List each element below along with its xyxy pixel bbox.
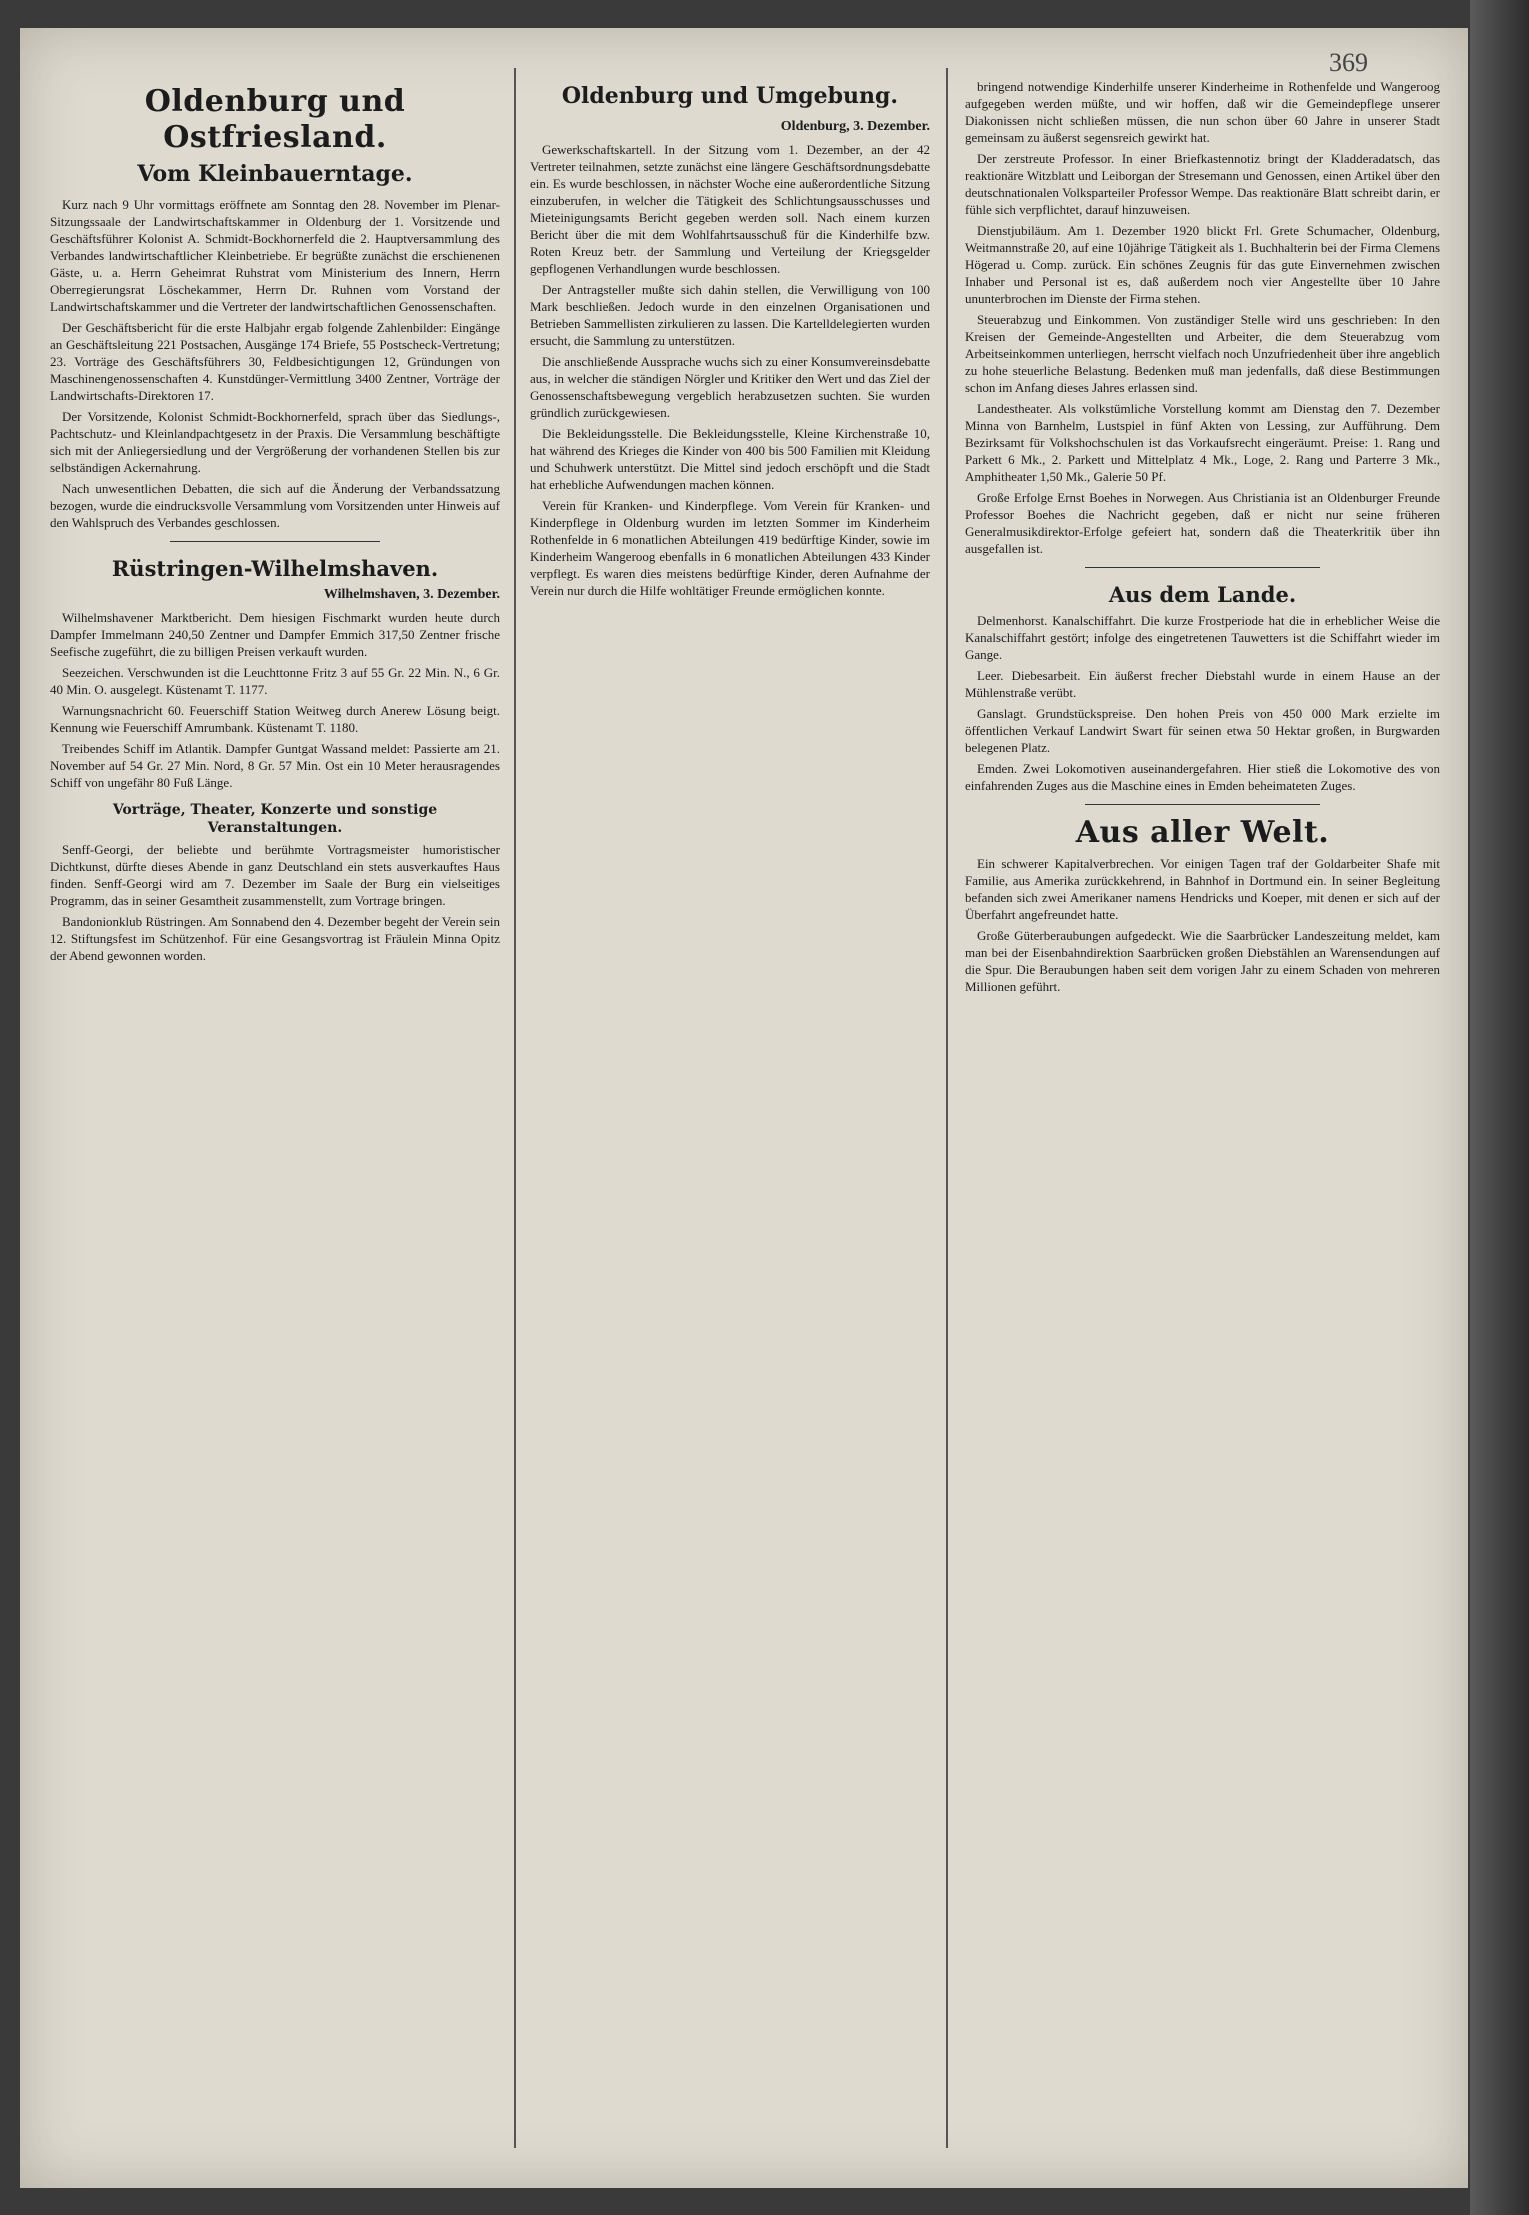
column-middle: [530, 78, 930, 2148]
paragraph: Große Güterberaubungen aufgedeckt. Wie die Saarbrücker Landeszeitung meldet, kam man bei der Eisenbahndirektion Saarbrücken großen Diebstählen an Warensendungen auf die Spur. Die Beraubungen haben seit dem vorigen Jahr zu einem Schaden von mehreren Millionen geführt.: [965, 928, 1440, 994]
dateline: Oldenburg, 3. Dezember.: [780, 119, 930, 134]
paragraph: Der zerstreute Professor. In einer Briefkastennotiz bringt der Kladderadatsch, das reaktionäre Witzblatt und Leiborgan der Stresemann und Genossen, einen Artikel über den deutschnationalen Volksparteiler Professor Wempe. Das reaktionäre Blatt schreibt darin, er fühle sich verpflichtet, darauf hinzuweisen.: [965, 151, 1440, 217]
paragraph: Landestheater. Als volkstümliche Vorstellung kommt am Dienstag den 7. Dezember Minna von Barnhelm, Lustspiel in fünf Akten von Lessing, zur Aufführung. Dem Bezirksamt für Volkshochschulen ist das Vorkaufsrecht eingeräumt. Preise: 1. Rang und Parkett 6 Mk., 2. Parkett und Mittelplatz 4 Mk., Loge, 2. Rang und Parterre 3 Mk., Amphitheater 1,50 Mk., Galerie 50 Pf.: [965, 401, 1440, 484]
paragraph: Ganslagt. Grundstückspreise. Den hohen Preis von 450 000 Mark erzielte im öffentlichen Verkauf Landwirt Swart für seinen etwa 50 Hektar großen, in Burgwarden belegenen Platz.: [965, 706, 1440, 755]
section-title: Oldenburg und Ostfriesland.: [144, 84, 406, 155]
paragraph: Der Antragsteller mußte sich dahin stellen, die Verwilligung von 100 Mark beschließen. Jedoch wurde in den einzelnen Organisationen und Betrieben Sammellisten zirkulieren zu lassen. Die Kartelldelegierten wurden ersucht, die Sammlung zu unterstützen.: [530, 282, 930, 348]
paragraph: Treibendes Schiff im Atlantik. Dampfer Guntgat Wassand meldet: Passierte am 21. November auf 54 Gr. 27 Min. Nord, 8 Gr. 57 Min. Ost ein 10 Meter herausragendes Schiff von ungefähr 80 Fuß Länge.: [50, 741, 500, 790]
section-title: Vorträge, Theater, Konzerte und sonstige Veranstaltungen.: [112, 802, 438, 836]
paragraph: Delmenhorst. Kanalschiffahrt. Die kurze Frostperiode hat die in erheblicher Weise die Kanalschiffahrt gestört; infolge des eingetretenen Tauwetters ist die Schiffahrt wieder im Gange.: [965, 613, 1440, 662]
paragraph: Seezeichen. Verschwunden ist die Leuchttonne Fritz 3 auf 55 Gr. 22 Min. N., 6 Gr. 40 Min. O. ausgelegt. Küstenamt T. 1177.: [50, 665, 500, 697]
page-number: 369: [1329, 48, 1368, 77]
paragraph: Der Geschäftsbericht für die erste Halbjahr ergab folgende Zahlenbilder: Eingänge an Geschäftsleitung 221 Postsachen, Ausgänge 174 Briefe, 55 Postscheck-Vertretung; 23. Vorträge des Geschäftsführers 30, Feldbesichtigungen 12, Gründungen von Maschinengenossenschaften 4. Kunstdünger-Vermittlung 3400 Zentner, Vorträge der Landwirtschafts-Direktoren 17.: [50, 320, 500, 403]
section-title: Oldenburg und Umgebung.: [561, 83, 899, 109]
book-binding-edge: [1470, 0, 1529, 2215]
paragraph: Emden. Zwei Lokomotiven auseinandergefahren. Hier stieß die Lokomotive des von einfahrenden Zuges aus die Maschine eines in Emden beheimateten Zuges.: [965, 761, 1440, 793]
column-rule: [514, 68, 516, 2148]
paragraph: Warnungsnachricht 60. Feuerschiff Station Weitweg durch Anerew Lösung beigt. Kennung wie Feuerschiff Amrumbank. Küstenamt T. 1180.: [50, 703, 500, 735]
paragraph: Verein für Kranken- und Kinderpflege. Vom Verein für Kranken- und Kinderpflege in Oldenburg wurden im letzten Sommer im Kinderheim Rothenfelde in 6 monatlichen Abteilungen 419 bedürftige Kinder, sowie im Kinderheim Wangeroog ebenfalls in 6 monatlichen Abteilungen 433 Kinder verpflegt. Es waren dies meistens bedürftige Kinder, deren Aufnahme der Verein nur durch die Hilfe wohltätiger Freunde ermöglichen konnte.: [530, 498, 930, 598]
newspaper-page: [20, 28, 1468, 2188]
paragraph: Leer. Diebesarbeit. Ein äußerst frecher Diebstahl wurde in einem Hause an der Mühlenstraße verübt.: [965, 668, 1440, 700]
paragraph: Bandonionklub Rüstringen. Am Sonnabend den 4. Dezember begeht der Verein sein 12. Stiftungsfest im Schützenhof. Für eine Gesangsvortrag ist Fräulein Minna Opitz der Abend gewonnen worden.: [50, 914, 500, 963]
paragraph: Kurz nach 9 Uhr vormittags eröffnete am Sonntag den 28. November im Plenar-Sitzungssaale der Landwirtschaftskammer in Oldenburg der 1. Vorsitzende und Geschäftsführer Kolonist A. Schmidt-Bockhornerfeld die 2. Hauptversammlung des Verbandes landwirtschaftlicher Kleinbetriebe. Er begrüßte zunächst die erschienenen Gäste, u. a. Herrn Geheimrat Ruhstrat vom Ministerium des Innern, Herrn Oberregierungsrat Löschekammer, Herrn Dr. Ruhnen vom Vorstand der Landwirtschaftskammer und die Vertreter der landwirtschaftlichen Genossenschaften.: [50, 197, 500, 314]
paragraph: Die Bekleidungsstelle. Die Bekleidungsstelle, Kleine Kirchenstraße 10, hat während des Krieges die Kinder von 400 bis 500 Familien mit Kleidung und Schuhwerk unterstützt. Die Mittel sind jedoch erschöpft und die Stadt hat erhebliche Aufwendungen machen können.: [530, 426, 930, 492]
divider: [170, 541, 380, 542]
article-title: Vom Kleinbauerntage.: [137, 161, 413, 187]
column-right: [965, 78, 1440, 2148]
column-rule: [946, 68, 948, 2148]
paragraph: Wilhelmshavener Marktbericht. Dem hiesigen Fischmarkt wurden heute durch Dampfer Immelmann 240,50 Zentner und Dampfer Emmich 317,50 Zentner frische Seefische zugeführt, die zu billigen Preisen verkauft wurden.: [50, 610, 500, 659]
column-left: [50, 78, 500, 2148]
paragraph: Ein schwerer Kapitalverbrechen. Vor einigen Tagen traf der Goldarbeiter Shafe mit Familie, aus Amerika zurückkehrend, in Bahnhof in Dortmund ein. In seiner Begleitung befanden sich zwei Amerikaner namens Hendricks und Koeper, mit denen er sich auf der Überfahrt angefreundet hatte.: [965, 856, 1440, 922]
dateline: Wilhelmshaven, 3. Dezember.: [323, 587, 500, 602]
paragraph: Senff-Georgi, der beliebte und berühmte Vortragsmeister humoristischer Dichtkunst, dürfte dieses Abende in ganz Deutschland ein stets ausverkauftes Haus finden. Senff-Georgi wird am 7. Dezember im Saale der Burg ein vielseitiges Programm, das in seiner Gesamtheit zusammenstellt, zum Vortrage bringen.: [50, 842, 500, 908]
section-title: Aus dem Lande.: [1108, 582, 1297, 607]
divider: [1085, 804, 1320, 805]
paragraph: Große Erfolge Ernst Boehes in Norwegen. Aus Christiania ist an Oldenburger Freunde Professor Boehes die Nachricht gegeben, daß er nicht nur seine früheren Generalmusikdirektor-Erfolge gefeiert hat, sondern daß die Theaterkritik über ihn ausgefallen ist.: [965, 490, 1440, 556]
paragraph: Steuerabzug und Einkommen. Von zuständiger Stelle wird uns geschrieben: In den Kreisen der Gemeinde-Angestellten und Arbeiter, die dem Steuerabzug vom Arbeitseinkommen unterliegen, herrscht vielfach noch Unzufriedenheit über ihre angeblich zu hohe steuerliche Belastung. Bedenken muß man jedenfalls, daß diese Bestimmungen schon im Anfang dieses Jahres erlassen sind.: [965, 312, 1440, 395]
paragraph: Nach unwesentlichen Debatten, die sich auf die Änderung der Verbandssatzung bezogen, wurde die eindrucksvolle Versammlung vom Vorsitzenden unter Hinweis auf den Wahlspruch des Verbandes geschlossen.: [50, 481, 500, 530]
paragraph: Der Vorsitzende, Kolonist Schmidt-Bockhornerfeld, sprach über das Siedlungs-, Pachtschutz- und Kleinlandpachtgesetz in der Praxis. Die Versammlung beschäftigte sich mit der Anliegersiedlung und der Vergrößerung der vorhandenen Stellen bis zur selbständigen Ackernahrung.: [50, 409, 500, 475]
paragraph: Dienstjubiläum. Am 1. Dezember 1920 blickt Frl. Grete Schumacher, Oldenburg, Weitmannstraße 20, auf eine 10jährige Tätigkeit als 1. Buchhalterin bei der Firma Clemens Högerad u. Comp. zurück. Ein schönes Zeugnis für das gute Einvernehmen zwischen Inhaber und Personal ist es, daß außerdem noch vier Angestellte über 10 Jahre ununterbrochen im Dienste der Firma stehen.: [965, 223, 1440, 306]
paragraph: Die anschließende Aussprache wuchs sich zu einer Konsumvereinsdebatte aus, in welcher die ständigen Nörgler und Kritiker den Wert und das Ziel der Genossenschaftsbewegung vergeblich herabzusetzen suchten. Sie wurden gründlich zurückgewiesen.: [530, 354, 930, 420]
section-title: Rüstringen-Wilhelmshaven.: [111, 556, 439, 581]
divider: [1085, 567, 1320, 568]
section-title: Aus aller Welt.: [1075, 815, 1330, 850]
paragraph: Gewerkschaftskartell. In der Sitzung vom 1. Dezember, an der 42 Vertreter teilnahmen, setzte zunächst eine längere Geschäftsordnungsdebatte ein. Es wurde beschlossen, in nächster Woche eine außerordentliche Sitzung einzuberufen, in welcher die Tätigkeit des Schlichtungsausschusses und Mieteinigungsamts Bericht gegeben werden soll. Nach einem kurzen Bericht über die mit dem Wohlfahrtsausschuß für die Kinderhilfe bzw. Roten Kreuz betr. der Sammlung und Verteilung der Kriegsgelder gepflogenen Verhandlungen wurde beschlossen.: [530, 142, 930, 276]
paragraph: bringend notwendige Kinderhilfe unserer Kinderheime in Rothenfelde und Wangeroog aufgegeben werden müßte, und wir hoffen, daß wir die Gemeindepflege unserer Diakonissen nicht schließen müssen, die nun schon über 60 Jahre in unserer Stadt gemeinsam zu äußerst segensreich gewirkt hat.: [965, 79, 1440, 145]
